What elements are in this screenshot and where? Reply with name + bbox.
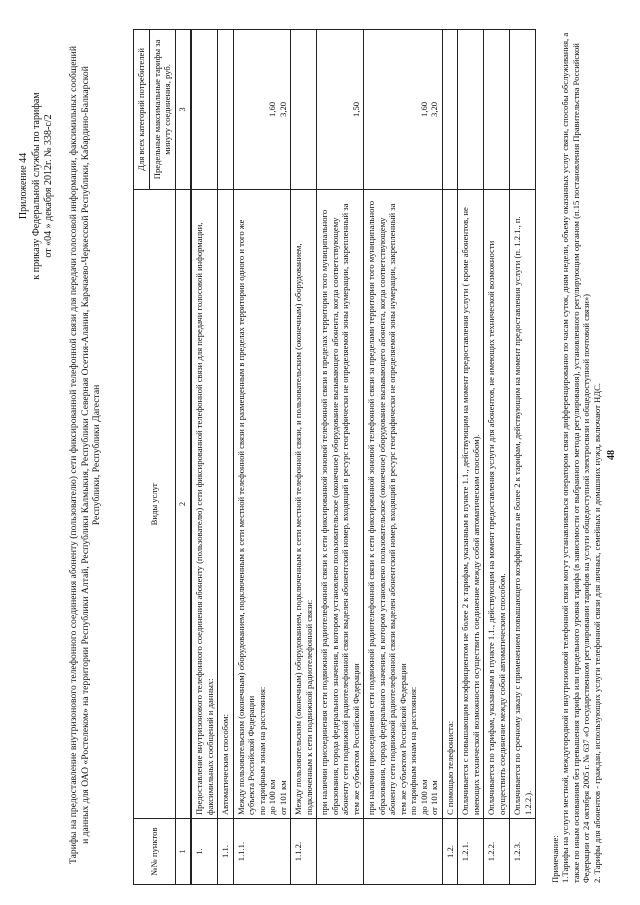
table-row xyxy=(291,30,317,885)
column-number-row xyxy=(175,30,191,885)
row-number: 1. xyxy=(191,819,218,885)
header-max-tariff: Предельные максимальные тарифы за минуту соединения, руб. xyxy=(149,30,175,190)
row-tariff xyxy=(233,30,291,190)
column-number: 1 xyxy=(175,819,191,885)
row-zone-caption: по тарифным зонам на расстояния: xyxy=(408,686,418,816)
row-service: Автоматическим способом: xyxy=(218,189,234,818)
page-number: 48 xyxy=(606,450,617,460)
row-number xyxy=(317,819,364,885)
table-row xyxy=(233,30,291,885)
row-zone-caption: по тарифным зонам на расстояния: xyxy=(256,686,267,816)
header-item-number: №№ пунктов xyxy=(134,819,176,885)
table-row xyxy=(484,30,510,885)
row-tariff xyxy=(510,30,536,190)
header-service-type: Виды услуг xyxy=(134,189,176,818)
table-row xyxy=(442,30,458,885)
row-tariff xyxy=(484,30,510,190)
row-number: 1.2.1. xyxy=(458,819,484,885)
row-zone-near: до 100 км xyxy=(418,779,429,816)
table-row xyxy=(191,30,218,885)
row-service: Предоставление внутризонового телефонного соединения абоненту (пользователю) сети фиксированной телефонной связи для передачи голосовой информации, факсимильных сообщений и данных: xyxy=(191,189,218,818)
row-number xyxy=(364,819,443,885)
appendix-order: к приказу Федеральной службы по тарифам xyxy=(30,92,42,280)
row-tariff xyxy=(218,30,234,190)
title-line-1: Тарифы на предоставление внутризонового телефонного соединения абоненту (пользователю) сети фиксированной телефонной связи для передачи голосовой информации, факсимильных сообщений xyxy=(68,46,79,864)
row-tariff xyxy=(191,30,218,190)
rotated-page xyxy=(18,25,618,885)
table-header-row xyxy=(134,30,150,885)
column-number: 3 xyxy=(175,30,191,190)
row-number: 1.2.2. xyxy=(484,819,510,885)
row-service: при наличии присоединения сети подвижной радиотелефонной связи к сети фиксированной зоновой телефонной связи в пределах территории того муниципального образования, города федерального значения, в котором установлено пользовательское (оконечное) оборудование вызывающего абонента, когда соответствующему абоненту сети подвижной радиотелефонной связи выделен абонентский номер, входящий в ресурс географически не определяемой зоны нумерации, закрепленный за тем же субъектом Российской Федерации xyxy=(317,189,364,818)
appendix-header xyxy=(18,31,56,341)
tariff-near: 1,60 xyxy=(267,101,277,117)
row-service: С помощью телефониста: xyxy=(442,189,458,818)
appendix-date: от «04 » декабря 2012г. № 338-с/2 xyxy=(43,114,54,258)
row-number: 1.2.3. xyxy=(510,819,536,885)
row-number: 1.1.1. xyxy=(233,819,291,885)
table-row xyxy=(317,30,364,885)
row-zone-near: до 100 км xyxy=(267,779,277,816)
title-line-2: и данных для ОАО «Ростелеком» на территории Республики Алтай, Республики Калмыкия, Республики Северная Осетия-Алания, Карачаево-Черкесской Республики, Кабардино-Балкарской xyxy=(79,66,91,844)
note-2: 2. Тарифы для абонентов - граждан, использующих услуги телефонной связи для личных, семейных и домашних нужд, включают НДС. xyxy=(591,383,602,883)
row-service: Оплачивается по срочному заказу с применением повышающего коэффициента не более 2 к тарифам, действующим на момент предоставления услуги (п. 1.2.1., п. 1.2.2.). xyxy=(510,189,536,818)
row-service: Оплачивается по тарифам, указанным в пункте 1.1., действующим на момент предоставления услуги для абонентов, не имеющих технической возможности осуществить соединение между собой автоматическим способом. xyxy=(484,189,510,818)
title-line-3: Республики, Республики Дагестан xyxy=(91,384,102,526)
row-service-text: при наличии присоединения сети подвижной радиотелефонной связи к сети фиксированной зоновой телефонной связи за пределами территории того муниципального образования, города федерального значения, в котором установлено пользовательское (оконечное) оборудование вызывающего абонента, когда соответствующему абоненту сети подвижной радиотелефонной связи выделен абонентский номер, входящий в ресурс географически не определяемой зоны нумерации, закрепленный за тем же субъектом Российской Федерации xyxy=(366,200,408,816)
tariff-near: 1,60 xyxy=(418,101,429,117)
table-row xyxy=(218,30,234,885)
row-service: Оплачивается с повышающим коэффициентом не более 2 к тарифам, указанным в пункте 1.1., действующим на момент предоставления услуги ( кроме абонентов, не имеющих технической возможности осуществить соединение между собой автоматическим способом). xyxy=(458,189,484,818)
row-tariff xyxy=(458,30,484,190)
row-service xyxy=(364,189,443,818)
row-tariff xyxy=(291,30,317,190)
document-title xyxy=(68,25,103,885)
row-service: Между пользовательским (оконечным) оборудованием, подключенным к сети местной телефонной связи, и пользовательским (оконечным) оборудованием, подключенным к сети подвижной радиотелефонной связи: xyxy=(291,189,317,818)
row-number: 1.1.2. xyxy=(291,819,317,885)
table-row xyxy=(510,30,536,885)
notes-heading: Примечание: xyxy=(550,835,560,883)
row-service xyxy=(233,189,291,818)
row-tariff: 1,50 xyxy=(317,30,364,190)
note-1: 1.Тарифы на услуги местной, междугородной и внутризоновой телефонной связи могут устанавливаться оператором связи дифференцированно по часам суток, дням недели, объему оказанных услуг связи, способы обслуживания, а также по иным основаниям без превышения тарифа или предельного уровня тарифа (в зависимости от выбранного метода регулирования), установленного регулирующим органом (п.15 постановления Правительства Российской Федерации от 24 октября 2005 г. № 637 «О государственном регулировании тарифов на услуги общедоступной электросвязи и общедоступной почтовой связи») xyxy=(560,32,592,883)
row-zone-far: от 101 км xyxy=(429,780,439,816)
row-zone-far: от 101 км xyxy=(277,780,288,816)
tariff-far: 3,20 xyxy=(429,101,439,117)
table-row xyxy=(458,30,484,885)
tariff-far: 3,20 xyxy=(277,101,288,117)
row-number: 1.1. xyxy=(218,819,234,885)
row-service-text: Между пользовательским (оконечным) оборудованием, подключенным к сети местной телефонной связи и размещенным в пределах территории одного и того же субъекта Российской Федерации xyxy=(235,219,256,816)
row-tariff xyxy=(442,30,458,190)
header-consumer-category: Для всех категорий потребителей xyxy=(134,30,150,190)
table-row xyxy=(364,30,443,885)
tariff-table xyxy=(133,29,536,885)
row-tariff xyxy=(364,30,443,190)
notes-section xyxy=(550,29,602,883)
row-number: 1.2. xyxy=(442,819,458,885)
column-number: 2 xyxy=(175,189,191,818)
appendix-number: Приложение 44 xyxy=(18,152,29,220)
